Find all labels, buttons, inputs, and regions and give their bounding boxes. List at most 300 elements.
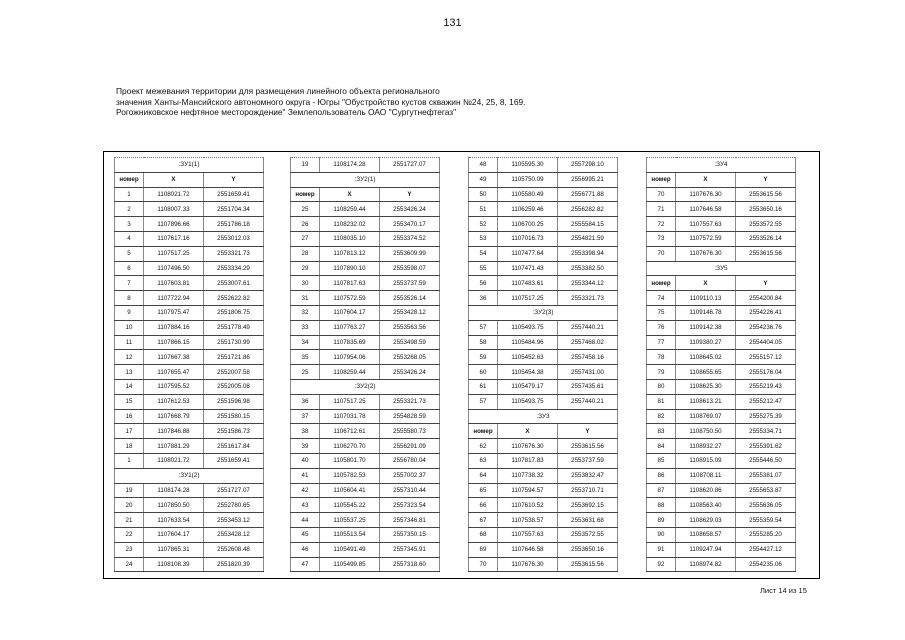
coordinate-y: 2557440.21 xyxy=(558,320,618,335)
point-number: 52 xyxy=(469,217,498,232)
coordinate-y: 2555359.54 xyxy=(736,513,796,528)
coordinate-x: 1107655.47 xyxy=(144,365,204,380)
coordinate-x: 1105595.30 xyxy=(498,158,558,173)
column-header-y: Y xyxy=(736,276,796,291)
table-row xyxy=(647,320,796,335)
point-number: 88 xyxy=(647,498,676,513)
coordinate-x: 1108259.44 xyxy=(320,365,380,380)
coordinate-x: 1107722.94 xyxy=(144,291,204,306)
table-row xyxy=(115,379,264,394)
coordinate-y: 2551617.84 xyxy=(204,439,264,454)
coordinate-y: 2553710.71 xyxy=(558,483,618,498)
coordinate-y: 2553737.59 xyxy=(558,453,618,468)
table-row xyxy=(291,261,440,276)
coordinate-y: 2557346.81 xyxy=(380,513,440,528)
coordinate-x: 1105604.41 xyxy=(320,483,380,498)
table-row xyxy=(469,542,618,557)
coordinate-x: 1107817.83 xyxy=(498,453,558,468)
coordinate-y: 2552608.48 xyxy=(204,542,264,557)
table-row xyxy=(115,365,264,380)
coordinate-x: 1107595.52 xyxy=(144,379,204,394)
point-number: 17 xyxy=(115,424,144,439)
coordinate-y: 2555275.39 xyxy=(736,409,796,424)
point-number: 16 xyxy=(115,409,144,424)
table-row xyxy=(115,335,264,350)
table-row xyxy=(115,527,264,542)
coordinate-y: 2555584.15 xyxy=(558,217,618,232)
table-row xyxy=(115,394,264,409)
point-number: 51 xyxy=(469,202,498,217)
coordinate-x: 1107594.57 xyxy=(498,483,558,498)
coordinate-y: 2551730.99 xyxy=(204,335,264,350)
coordinate-y: 2553563.56 xyxy=(380,320,440,335)
coordinate-y: 2553615.56 xyxy=(736,187,796,202)
table-row xyxy=(115,231,264,246)
point-number: 26 xyxy=(291,217,320,232)
coordinates-frame xyxy=(103,151,820,579)
point-number: 68 xyxy=(469,527,498,542)
coordinate-y: 2555219.43 xyxy=(736,379,796,394)
coordinate-y: 2553498.59 xyxy=(380,335,440,350)
table-row xyxy=(647,424,796,439)
coordinate-x: 1107866.15 xyxy=(144,335,204,350)
table-row xyxy=(291,439,440,454)
coordinate-x: 1108259.44 xyxy=(320,202,380,217)
coordinate-y: 2557345.91 xyxy=(380,542,440,557)
point-number: 55 xyxy=(469,261,498,276)
coordinate-x: 1107557.63 xyxy=(498,527,558,542)
coordinate-x: 1107496.50 xyxy=(144,261,204,276)
point-number: 9 xyxy=(115,305,144,320)
table-row xyxy=(647,187,796,202)
coordinate-y: 2557298.10 xyxy=(558,158,618,173)
point-number: 74 xyxy=(647,291,676,306)
table-row xyxy=(291,483,440,498)
coordinate-y: 2555391.62 xyxy=(736,439,796,454)
coordinate-y: 2553334.29 xyxy=(204,261,264,276)
coordinate-x: 1105493.75 xyxy=(498,394,558,409)
table-row xyxy=(647,468,796,483)
coordinate-x: 1107676.30 xyxy=(676,187,736,202)
table-header-row xyxy=(115,172,264,187)
coordinates-table xyxy=(114,157,264,572)
point-number: 34 xyxy=(291,335,320,350)
table-row xyxy=(291,246,440,261)
point-number: 62 xyxy=(469,439,498,454)
coordinate-x: 1108021.72 xyxy=(144,453,204,468)
coordinate-y: 2553631.68 xyxy=(558,513,618,528)
table-row xyxy=(115,483,264,498)
point-number: 10 xyxy=(115,320,144,335)
coordinate-x: 1107517.25 xyxy=(320,394,380,409)
coordinate-y: 2555157.12 xyxy=(736,350,796,365)
point-number: 35 xyxy=(291,350,320,365)
point-number: 92 xyxy=(647,557,676,572)
coordinate-x: 1107846.88 xyxy=(144,424,204,439)
point-number: 13 xyxy=(115,365,144,380)
sheet-counter: Лист 14 из 15 xyxy=(760,586,807,595)
point-number: 59 xyxy=(469,350,498,365)
point-number: 73 xyxy=(647,231,676,246)
coordinate-x: 1107517.25 xyxy=(498,291,558,306)
coordinate-x: 1105499.85 xyxy=(320,557,380,572)
table-row xyxy=(469,320,618,335)
point-number: 67 xyxy=(469,513,498,528)
coordinate-x: 1107031.78 xyxy=(320,409,380,424)
coordinate-y: 2557435.61 xyxy=(558,379,618,394)
coordinate-x: 1105484.96 xyxy=(498,335,558,350)
coordinate-y: 2557350.15 xyxy=(380,527,440,542)
point-number: 2 xyxy=(115,202,144,217)
coordinate-y: 2553650.16 xyxy=(558,542,618,557)
coordinate-x: 1108021.72 xyxy=(144,187,204,202)
table-row xyxy=(291,276,440,291)
table-row xyxy=(469,187,618,202)
coordinate-x: 1108035.10 xyxy=(320,231,380,246)
coordinate-y: 2555285.20 xyxy=(736,527,796,542)
coordinate-y: 2552780.65 xyxy=(204,498,264,513)
coordinate-y: 2557002.37 xyxy=(380,468,440,483)
table-row xyxy=(469,483,618,498)
coordinate-x: 1108613.21 xyxy=(676,394,736,409)
coordinate-x: 1105493.75 xyxy=(498,320,558,335)
table-row xyxy=(469,246,618,261)
table-row xyxy=(647,513,796,528)
point-number: 4 xyxy=(115,231,144,246)
coordinate-x: 1105479.17 xyxy=(498,379,558,394)
parcel-group-row xyxy=(115,468,264,483)
parcel-group-row xyxy=(647,158,796,173)
point-number: 54 xyxy=(469,246,498,261)
coordinate-y: 2553398.94 xyxy=(558,246,618,261)
coordinate-y: 2553374.52 xyxy=(380,231,440,246)
coordinate-y: 2551721.86 xyxy=(204,350,264,365)
coordinate-y: 2554404.05 xyxy=(736,335,796,350)
coordinate-x: 1106700.25 xyxy=(498,217,558,232)
table-row xyxy=(647,305,796,320)
table-column-3 xyxy=(468,157,618,572)
coordinate-x: 1107604.17 xyxy=(320,305,380,320)
coordinate-x: 1108932.27 xyxy=(676,439,736,454)
coordinate-y: 2554236.76 xyxy=(736,320,796,335)
coordinate-y: 2551659.41 xyxy=(204,453,264,468)
table-row xyxy=(647,542,796,557)
point-number: 19 xyxy=(291,158,320,173)
coordinate-y: 2555636.05 xyxy=(736,498,796,513)
coordinate-x: 1107646.58 xyxy=(676,202,736,217)
coordinate-y: 2555381.07 xyxy=(736,468,796,483)
table-row xyxy=(469,158,618,173)
coordinate-x: 1108655.65 xyxy=(676,365,736,380)
coordinate-y: 2553572.55 xyxy=(558,527,618,542)
coordinate-y: 2551727.07 xyxy=(380,158,440,173)
coordinate-y: 2553832.47 xyxy=(558,468,618,483)
coordinate-x: 1107813.12 xyxy=(320,246,380,261)
point-number: 84 xyxy=(647,439,676,454)
coordinate-x: 1108007.33 xyxy=(144,202,204,217)
table-row xyxy=(291,409,440,424)
coordinate-y: 2553572.55 xyxy=(736,217,796,232)
point-number: 64 xyxy=(469,468,498,483)
table-row xyxy=(115,409,264,424)
coordinate-x: 1109146.78 xyxy=(676,305,736,320)
coordinate-y: 2554821.59 xyxy=(558,231,618,246)
table-row xyxy=(647,335,796,350)
point-number: 82 xyxy=(647,409,676,424)
table-row xyxy=(647,409,796,424)
coordinate-y: 2557323.54 xyxy=(380,498,440,513)
table-row xyxy=(647,394,796,409)
point-number: 12 xyxy=(115,350,144,365)
coordinate-x: 1105545.22 xyxy=(320,498,380,513)
point-number: 25 xyxy=(291,365,320,380)
column-header-number: номер xyxy=(115,172,144,187)
coordinate-y: 2553428.12 xyxy=(204,527,264,542)
table-row xyxy=(291,158,440,173)
coordinate-x: 1107633.54 xyxy=(144,513,204,528)
point-number: 49 xyxy=(469,172,498,187)
point-number: 70 xyxy=(647,246,676,261)
table-row xyxy=(291,542,440,557)
table-row xyxy=(291,424,440,439)
point-number: 31 xyxy=(291,291,320,306)
column-header-number: номер xyxy=(647,172,676,187)
parcel-group-row xyxy=(647,261,796,276)
point-number: 86 xyxy=(647,468,676,483)
point-number: 28 xyxy=(291,246,320,261)
coordinate-y: 2553609.99 xyxy=(380,246,440,261)
column-header-x: X xyxy=(676,276,736,291)
coordinate-y: 2551586.73 xyxy=(204,424,264,439)
column-header-y: Y xyxy=(736,172,796,187)
table-row xyxy=(115,350,264,365)
table-header-row xyxy=(647,276,796,291)
coordinate-x: 1106259.46 xyxy=(498,202,558,217)
point-number: 18 xyxy=(115,439,144,454)
coordinate-x: 1107896.66 xyxy=(144,217,204,232)
point-number: 21 xyxy=(115,513,144,528)
coordinate-x: 1108915.09 xyxy=(676,453,736,468)
table-row xyxy=(291,320,440,335)
coordinate-x: 1107617.16 xyxy=(144,231,204,246)
table-row xyxy=(291,513,440,528)
column-header-number: номер xyxy=(647,276,676,291)
table-row xyxy=(115,276,264,291)
document-title xyxy=(116,86,736,118)
table-row xyxy=(469,379,618,394)
table-row xyxy=(115,246,264,261)
parcel-label: :ЗУ5 xyxy=(647,261,796,276)
coordinate-y: 2555176.04 xyxy=(736,365,796,380)
table-column-1 xyxy=(114,157,264,572)
column-header-number: номер xyxy=(469,424,498,439)
coordinate-y: 2553737.59 xyxy=(380,276,440,291)
coordinate-y: 2554235.06 xyxy=(736,557,796,572)
coordinate-x: 1107538.57 xyxy=(498,513,558,528)
point-number: 71 xyxy=(647,202,676,217)
point-number: 15 xyxy=(115,394,144,409)
point-number: 78 xyxy=(647,350,676,365)
coordinate-x: 1105454.38 xyxy=(498,365,558,380)
point-number: 75 xyxy=(647,305,676,320)
table-row xyxy=(647,498,796,513)
point-number: 32 xyxy=(291,305,320,320)
point-number: 3 xyxy=(115,217,144,232)
coordinate-x: 1105782.53 xyxy=(320,468,380,483)
coordinate-x: 1108174.28 xyxy=(320,158,380,173)
table-header-row xyxy=(469,424,618,439)
point-number: 11 xyxy=(115,335,144,350)
table-row xyxy=(115,320,264,335)
coordinate-y: 2556771.88 xyxy=(558,187,618,202)
point-number: 41 xyxy=(291,468,320,483)
point-number: 70 xyxy=(469,557,498,572)
table-row xyxy=(647,350,796,365)
coordinate-y: 2556995.21 xyxy=(558,172,618,187)
coordinate-x: 1105537.25 xyxy=(320,513,380,528)
point-number: 53 xyxy=(469,231,498,246)
coordinate-y: 2553012.03 xyxy=(204,231,264,246)
coordinate-x: 1107471.43 xyxy=(498,261,558,276)
coordinate-x: 1107646.58 xyxy=(498,542,558,557)
coordinate-x: 1108232.02 xyxy=(320,217,380,232)
parcel-label: :ЗУ2(3) xyxy=(469,305,618,320)
table-row xyxy=(469,527,618,542)
coordinate-x: 1107890.10 xyxy=(320,261,380,276)
coordinate-x: 1105750.09 xyxy=(498,172,558,187)
coordinate-x: 1105580.49 xyxy=(498,187,558,202)
parcel-label: :ЗУ1(1) xyxy=(115,158,264,173)
point-number: 30 xyxy=(291,276,320,291)
coordinates-table xyxy=(646,157,796,572)
coordinate-y: 2553428.12 xyxy=(380,305,440,320)
table-row xyxy=(469,261,618,276)
point-number: 43 xyxy=(291,498,320,513)
coordinate-y: 2555212.47 xyxy=(736,394,796,409)
column-header-y: Y xyxy=(380,187,440,202)
coordinate-y: 2551659.41 xyxy=(204,187,264,202)
coordinate-x: 1107603.81 xyxy=(144,276,204,291)
table-row xyxy=(291,498,440,513)
coordinate-y: 2555580.73 xyxy=(380,424,440,439)
column-header-x: X xyxy=(676,172,736,187)
coordinate-y: 2553321.73 xyxy=(204,246,264,261)
point-number: 47 xyxy=(291,557,320,572)
table-row xyxy=(469,202,618,217)
table-row xyxy=(469,350,618,365)
coordinate-y: 2553615.56 xyxy=(736,246,796,261)
coordinate-x: 1107572.59 xyxy=(676,231,736,246)
coordinate-x: 1109142.38 xyxy=(676,320,736,335)
point-number: 61 xyxy=(469,379,498,394)
point-number: 77 xyxy=(647,335,676,350)
column-header-y: Y xyxy=(204,172,264,187)
coordinate-y: 2553382.50 xyxy=(558,261,618,276)
coordinate-y: 2553453.12 xyxy=(204,513,264,528)
coordinate-y: 2553692.15 xyxy=(558,498,618,513)
coordinate-y: 2554828.59 xyxy=(380,409,440,424)
parcel-group-row xyxy=(469,305,618,320)
table-row xyxy=(115,542,264,557)
coordinate-x: 1107517.25 xyxy=(144,246,204,261)
column-header-y: Y xyxy=(558,424,618,439)
coordinates-table xyxy=(468,157,618,572)
parcel-group-row xyxy=(291,172,440,187)
coordinate-y: 2554226.41 xyxy=(736,305,796,320)
coordinate-y: 2552007.58 xyxy=(204,365,264,380)
point-number: 81 xyxy=(647,394,676,409)
point-number: 48 xyxy=(469,158,498,173)
point-number: 79 xyxy=(647,365,676,380)
table-row xyxy=(115,513,264,528)
title-line: значения Ханты-Мансийского автономного округа - Югры "Обустройство кустов скважин №24, 25, 8, 169. xyxy=(116,96,526,107)
coordinate-y: 2557468.02 xyxy=(558,335,618,350)
table-row xyxy=(291,394,440,409)
coordinate-y: 2557431.00 xyxy=(558,365,618,380)
point-number: 24 xyxy=(115,557,144,572)
point-number: 90 xyxy=(647,527,676,542)
coordinate-x: 1109247.94 xyxy=(676,542,736,557)
table-row xyxy=(647,527,796,542)
table-header-row xyxy=(291,187,440,202)
point-number: 38 xyxy=(291,424,320,439)
coordinate-x: 1107483.61 xyxy=(498,276,558,291)
coordinate-x: 1108563.40 xyxy=(676,498,736,513)
point-number: 45 xyxy=(291,527,320,542)
coordinate-x: 1107668.79 xyxy=(144,409,204,424)
table-row xyxy=(647,453,796,468)
coordinate-y: 2556291.09 xyxy=(380,439,440,454)
point-number: 80 xyxy=(647,379,676,394)
point-number: 56 xyxy=(469,276,498,291)
coordinate-y: 2553426.24 xyxy=(380,202,440,217)
table-row xyxy=(291,453,440,468)
point-number: 23 xyxy=(115,542,144,557)
coordinate-y: 2557310.44 xyxy=(380,483,440,498)
coordinate-x: 1107835.69 xyxy=(320,335,380,350)
coordinate-y: 2553650.16 xyxy=(736,202,796,217)
table-header-row xyxy=(647,172,796,187)
coordinate-x: 1106712.61 xyxy=(320,424,380,439)
coordinate-y: 2556282.82 xyxy=(558,202,618,217)
coordinate-y: 2557440.21 xyxy=(558,394,618,409)
coordinate-x: 1108620.86 xyxy=(676,483,736,498)
point-number: 22 xyxy=(115,527,144,542)
point-number: 7 xyxy=(115,276,144,291)
coordinate-x: 1108645.02 xyxy=(676,350,736,365)
coordinate-y: 2553598.07 xyxy=(380,261,440,276)
point-number: 89 xyxy=(647,513,676,528)
table-row xyxy=(115,261,264,276)
table-row xyxy=(291,527,440,542)
point-number: 72 xyxy=(647,217,676,232)
coordinate-x: 1107676.30 xyxy=(498,557,558,572)
parcel-label: :ЗУ3 xyxy=(469,409,618,424)
coordinate-x: 1109380.27 xyxy=(676,335,736,350)
point-number: 33 xyxy=(291,320,320,335)
table-row xyxy=(469,365,618,380)
coordinate-y: 2552622.82 xyxy=(204,291,264,306)
table-row xyxy=(115,305,264,320)
table-row xyxy=(115,557,264,572)
table-row xyxy=(647,231,796,246)
coordinate-x: 1107676.30 xyxy=(676,246,736,261)
coordinate-x: 1105801.70 xyxy=(320,453,380,468)
coordinate-y: 2556780.04 xyxy=(380,453,440,468)
coordinate-y: 2551778.49 xyxy=(204,320,264,335)
coordinate-y: 2553470.17 xyxy=(380,217,440,232)
table-row xyxy=(647,439,796,454)
